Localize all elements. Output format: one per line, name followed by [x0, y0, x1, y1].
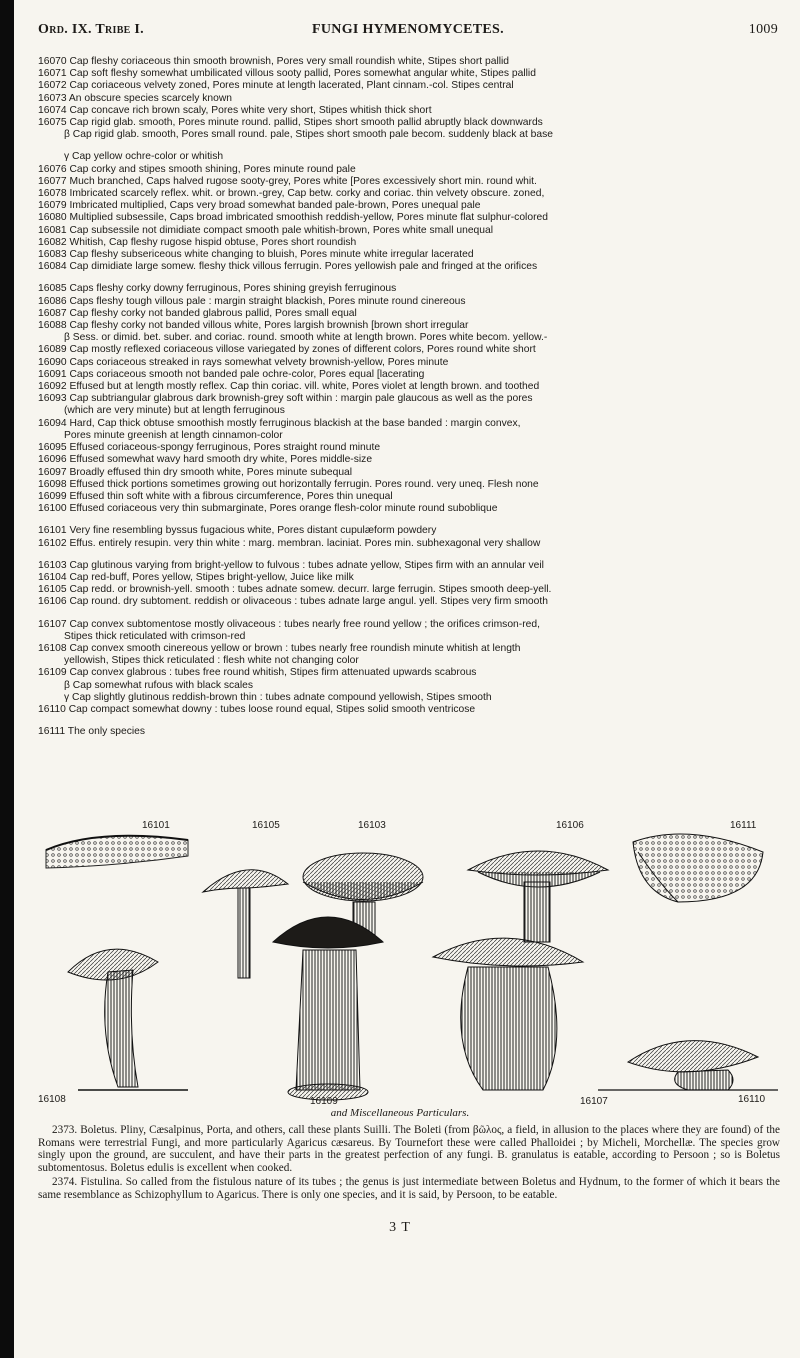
- entry-line: 16095 Effused coriaceous-spongy ferruginous, Pores straight round minute: [38, 442, 381, 454]
- entry-line: 16073 An obscure species scarcely known: [38, 92, 233, 104]
- signature-mark: 3 T: [389, 1220, 411, 1235]
- fig-label: 16110: [738, 1094, 766, 1105]
- entry-gap: [38, 273, 780, 283]
- entry-line: 16096 Effused somewhat wavy hard smooth dry white, Pores middle-size: [38, 454, 373, 466]
- entry-line: 16078 Imbricated scarcely reflex. whit. or brown.-grey, Cap betw. corky and coriac. thin velvety obscure. zoned,: [38, 188, 545, 200]
- entry-line: 16102 Effus. entirely resupin. very thin white : marg. membran. laciniat. Pores min. subhexagonal very shallow: [38, 537, 541, 549]
- entry-line: 16093 Cap subtriangular glabrous dark brownish-grey soft within : margin pale glaucous as well as the pores: [38, 393, 533, 405]
- entry-line: β Sess. or dimid. bet. suber. and coriac. round. smooth white at length brown. Pores white becom. yellow.-: [64, 332, 548, 344]
- entry-line: 16103 Cap glutinous varying from bright-yellow to fulvous : tubes adnate yellow, Stipes firm with an annular veil: [38, 559, 544, 571]
- entry-line: 16097 Broadly effused thin dry smooth white, Pores minute subequal: [38, 466, 353, 478]
- entry-line: 16098 Effused thick portions sometimes growing out horizontally ferrugin. Pores round. very uneq. Flesh none: [38, 478, 539, 490]
- fig-label: 16105: [252, 820, 280, 831]
- page-number: 1009: [748, 22, 778, 37]
- entry-line: 16106 Cap round. dry subtoment. reddish or olivaceous : tubes adnate large angul. yell. Stipes very firm smooth: [38, 596, 548, 608]
- entry-gap: [38, 550, 780, 560]
- fungus-16105: [203, 870, 288, 978]
- header-order-tribe: Ord. IX. Tribe I.: [38, 22, 144, 37]
- entry-line: 16075 Cap rigid glab. smooth, Pores minute round. pallid, Stipes short smooth pallid abruptly black downwards: [38, 117, 543, 129]
- entry-line: yellowish, Stipes thick reticulated : flesh white not changing color: [64, 655, 359, 667]
- entry-line: β Cap rigid glab. smooth, Pores small round. pale, Stipes short smooth pale becom. suddenly black at base: [64, 129, 553, 141]
- entry-line: 16080 Multiplied subsessile, Caps broad imbricated smoothish reddish-yellow, Pores minute flat sulphur-colored: [38, 212, 548, 224]
- body-text: [38, 1124, 780, 1204]
- fig-label: 16107: [580, 1096, 608, 1107]
- fungus-16110: [598, 1041, 778, 1090]
- entry-gap: [38, 609, 780, 619]
- entry-line: 16086 Caps fleshy tough villous pale : margin straight blackish, Pores minute round cinereous: [38, 295, 466, 307]
- entry-line: 16087 Cap fleshy corky not banded glabrous pallid, Pores small equal: [38, 307, 357, 319]
- entry-line: 16090 Caps coriaceous streaked in rays somewhat velvety brownish-yellow, Pores minute: [38, 356, 449, 368]
- entry-line: 16070 Cap fleshy coriaceous thin smooth brownish, Pores very small roundish white, Stipes short pallid: [38, 56, 510, 67]
- fig-label: 16103: [358, 820, 386, 831]
- entry-line: 16081 Cap subsessile not dimidiate compact smooth pale whitish-brown, Pores white small unequal: [38, 224, 494, 236]
- fungus-16107: [433, 938, 583, 1090]
- fungus-16108: [68, 949, 188, 1090]
- entry-line: 16107 Cap convex subtomentose mostly olivaceous : tubes nearly free round yellow ; the orifices crimson-red,: [38, 618, 540, 630]
- entry-line: 16077 Much branched, Caps halved rugose sooty-grey, Pores white [Pores excessively short min. round whit.: [38, 175, 537, 187]
- entry-line: Stipes thick reticulated with crimson-red: [64, 630, 246, 642]
- entry-line: 16105 Cap redd. or brownish-yell. smooth : tubes adnate somew. decurr. large ferrugin. Stipes smooth deep-yell.: [38, 584, 552, 596]
- fig-label: 16111: [730, 820, 757, 831]
- entry-gap: [38, 141, 780, 151]
- entry-line: 16085 Caps fleshy corky downy ferruginous, Pores shining greyish ferruginous: [38, 283, 397, 295]
- entry-line: γ Cap yellow ochre-color or whitish: [64, 151, 224, 163]
- scan-edge-bar: [0, 0, 14, 1358]
- entry-line: 16089 Cap mostly reflexed coriaceous villose variegated by zones of different colors, Pores round white short: [38, 344, 536, 356]
- figure-title: and Miscellaneous Particulars.: [330, 1107, 470, 1119]
- entry-line: 16074 Cap concave rich brown scaly, Pores white very short, Stipes whitish thick short: [38, 104, 432, 116]
- entry-line: 16104 Cap red-buff, Pores yellow, Stipes bright-yellow, Juice like milk: [38, 571, 354, 583]
- entry-line: 16084 Cap dimidiate large somew. fleshy thick villous ferrugin. Pores yellowish pale and fringed at the orifices: [38, 261, 538, 273]
- entry-line: 16108 Cap convex smooth cinereous yellow or brown : tubes nearly free roundish minute whitish at length: [38, 642, 521, 654]
- entry-line: 16110 Cap compact somewhat downy : tubes loose round equal, Stipes solid smooth ventricose: [38, 703, 476, 715]
- entry-line: 16100 Effused coriaceous very thin submarginate, Pores orange flesh-color minute round suboblique: [38, 503, 498, 515]
- fungus-16101: [46, 836, 188, 868]
- entry-line: 16071 Cap soft fleshy somewhat umbilicated villous sooty pallid, Pores somewhat angular white, Stipes pallid: [38, 68, 536, 80]
- fig-label: 16101: [142, 820, 170, 831]
- paragraph-boletus: 2373. Boletus. Pliny, Cæsalpinus, Porta, and others, call these plants Suilli. The Boleti (from βῶλος, a field, in allusion to the places where they are found) of the Romans were terrestrial Fungi, and more particularly Agaricus cæsareus. By Tournefort these were called Phalloidei ; by Micheli, Morchellæ. The species grow singly upon the ground, are succulent, and have their parts in the greatest perfection of any fungi. B. granulatus is eatable, according to Persoon ; so is Boletus subtomentosus. Boletus edulis is excellent when cooked.: [38, 1124, 780, 1174]
- entry-line: 16092 Effused but at length mostly reflex. Cap thin coriac. vill. white, Pores violet at length brown. and toothed: [38, 381, 540, 393]
- entry-line: β Cap somewhat rufous with black scales: [64, 679, 254, 691]
- entry-line: 16091 Caps coriaceous smooth not banded pale ochre-color, Pores equal [lacerating: [38, 368, 425, 380]
- entry-line: 16082 Whitish, Cap fleshy rugose hispid obtuse, Pores short roundish: [38, 236, 357, 248]
- entry-gap: [38, 716, 780, 726]
- entry-line: 16109 Cap convex glabrous : tubes free round whitish, Stipes firm attenuated upwards scabrous: [38, 667, 477, 679]
- species-entries: [38, 56, 780, 738]
- running-header: [38, 22, 778, 44]
- entry-line: 16076 Cap corky and stipes smooth shining, Pores minute round pale: [38, 163, 356, 175]
- entry-line: 16072 Cap coriaceous velvety zoned, Pores minute at length lacerated, Plant cinnam.-col. Stipes central: [38, 80, 514, 92]
- entry-line: 16083 Cap fleshy subsericeous white changing to bluish, Pores minute white irregular lacerated: [38, 249, 474, 261]
- fungus-16111: [633, 834, 763, 902]
- entry-line: (which are very minute) but at length ferruginous: [64, 405, 285, 417]
- entry-line: Pores minute greenish at length cinnamon-color: [64, 429, 283, 441]
- fig-label: 16108: [38, 1094, 66, 1105]
- fungi-drawing: [38, 822, 780, 1108]
- entry-gap: [38, 515, 780, 525]
- entry-line: 16099 Effused thin soft white with a fibrous circumference, Pores thin unequal: [38, 490, 393, 502]
- entry-line: 16094 Hard, Cap thick obtuse smoothish mostly ferruginous blackish at the base banded : margin convex,: [38, 417, 521, 429]
- fungus-16106: [468, 851, 608, 942]
- entry-line: 16111 The only species: [38, 726, 146, 738]
- entry-line: 16101 Very fine resembling byssus fugacious white, Pores distant cupulæform powdery: [38, 525, 437, 537]
- fig-label: 16106: [556, 820, 584, 831]
- paragraph-fistulina: 2374. Fistulina. So called from the fistulous nature of its tubes ; the genus is just intermediate between Boletus and Hydnum, to the former of which it bears the same resemblance as Schizophyllum to Agaricus. There is only one species, and it is said, by Persoon, to be eatable.: [38, 1176, 780, 1201]
- header-title: FUNGI HYMENOMYCETES.: [312, 22, 504, 37]
- fig-label: 16109: [310, 1096, 338, 1107]
- entry-line: 16088 Cap fleshy corky not banded villous white, Pores largish brownish [brown short irregular: [38, 320, 469, 332]
- entry-line: 16079 Imbricated multiplied, Caps very broad somewhat banded pale-brown, Pores unequal pale: [38, 200, 481, 212]
- fungi-illustration: [38, 822, 780, 1108]
- fungus-16109: [273, 917, 383, 1100]
- entry-line: γ Cap slightly glutinous reddish-brown thin : tubes adnate compound yellowish, Stipes smooth: [64, 691, 492, 703]
